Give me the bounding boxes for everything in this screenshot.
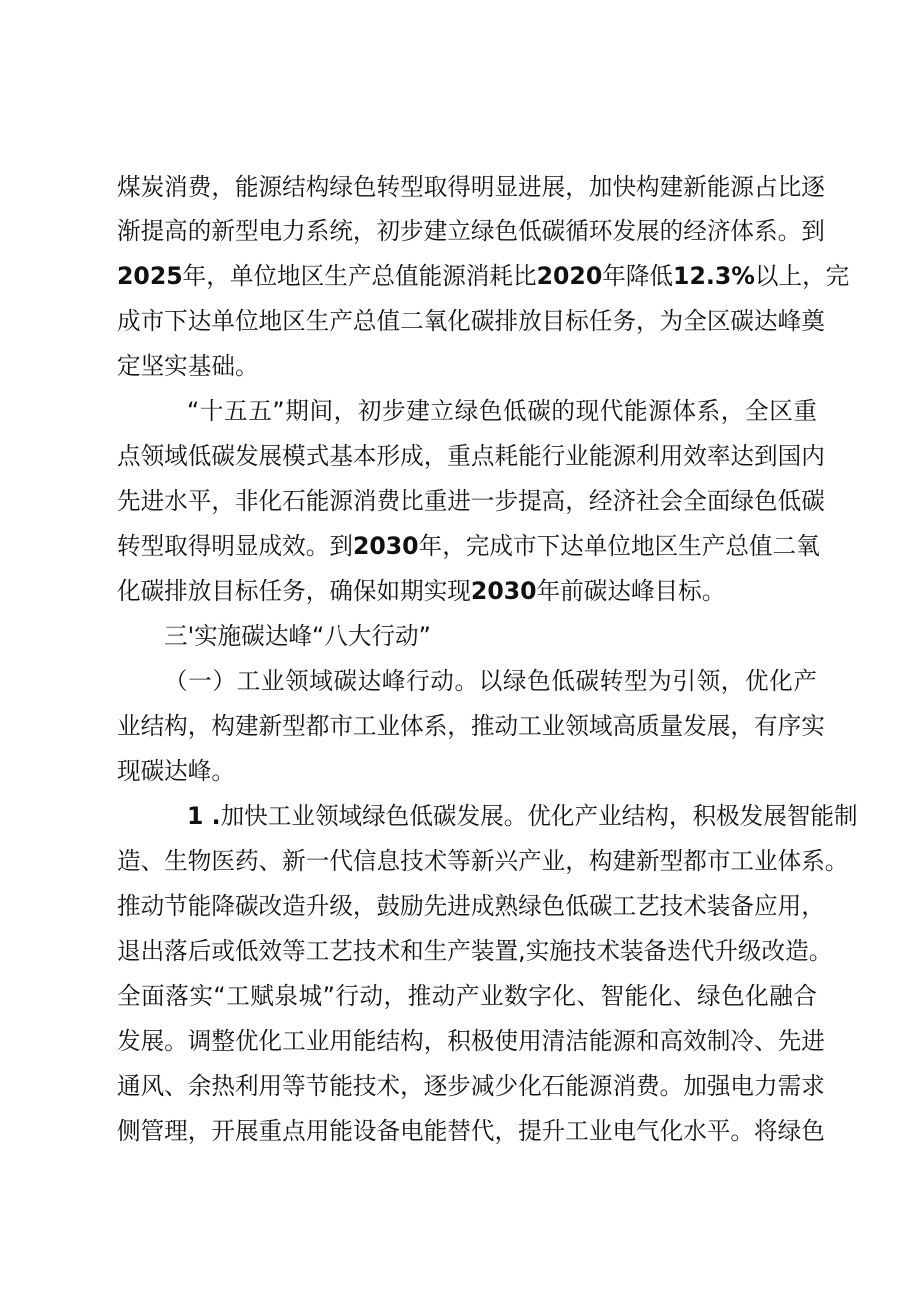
- text-line: 2025年，单位地区生产总值能源消耗比2020年降低12.3%以上，完: [117, 262, 850, 290]
- text-line: 成市下达单位地区生产总值二氧化碳排放目标任务，为全区碳达峰奠: [117, 307, 825, 335]
- text-line: 业结构，构建新型都市工业体系，推动工业领域高质量发展，有序实: [117, 712, 825, 740]
- text-line: 推动节能降碳改造升级，鼓励先进成熟绿色低碳工艺技术装备应用，: [117, 892, 825, 920]
- text-line: 先进水平，非化石能源消费比重进一步提高，经济社会全面绿色低碳: [117, 487, 825, 515]
- paragraph-first-line: “十五五”期间，初步建立绿色低碳的现代能源体系，全区重: [187, 397, 817, 425]
- text-line: 定坚实基础。: [117, 352, 259, 380]
- text-line: 转型取得明显成效。到2030年，完成市下达单位地区生产总值二氧: [117, 532, 820, 560]
- text-line: 点领域低碳发展模式基本形成，重点耗能行业能源利用效率达到国内: [117, 442, 825, 470]
- text-line: 化碳排放目标任务，确保如期实现2030年前碳达峰目标。: [117, 577, 726, 605]
- text-line: 通风、余热利用等节能技术，逐步减少化石能源消费。加强电力需求: [117, 1072, 825, 1100]
- paragraph-first-line: （一）工业领域碳达峰行动。以绿色低碳转型为引领，优化产: [164, 667, 817, 695]
- text-line: 造、生物医药、新一代信息技术等新兴产业，构建新型都市工业体系。: [117, 847, 849, 875]
- text-line: 渐提高的新型电力系统，初步建立绿色低碳循环发展的经济体系。到: [117, 217, 825, 245]
- text-line: 侧管理，开展重点用能设备电能替代，提升工业电气化水平。将绿色: [117, 1117, 825, 1145]
- text-line: 发展。调整优化工业用能结构，积极使用清洁能源和高效制冷、先进: [117, 1027, 825, 1055]
- section-heading: 三'实施碳达峰“八大行动”: [164, 622, 431, 650]
- paragraph-first-line: 1 .加快工业领域绿色低碳发展。优化产业结构，积极发展智能制: [187, 802, 858, 830]
- text-line: 全面落实“工赋泉城”行动，推动产业数字化、智能化、绿色化融合: [117, 982, 817, 1010]
- text-line: 现碳达峰。: [117, 757, 235, 785]
- text-line: 退出落后或低效等工艺技术和生产装置,实施技术装备迭代升级改造。: [117, 937, 833, 965]
- text-line: 煤炭消费，能源结构绿色转型取得明显进展，加快构建新能源占比逐: [117, 173, 825, 201]
